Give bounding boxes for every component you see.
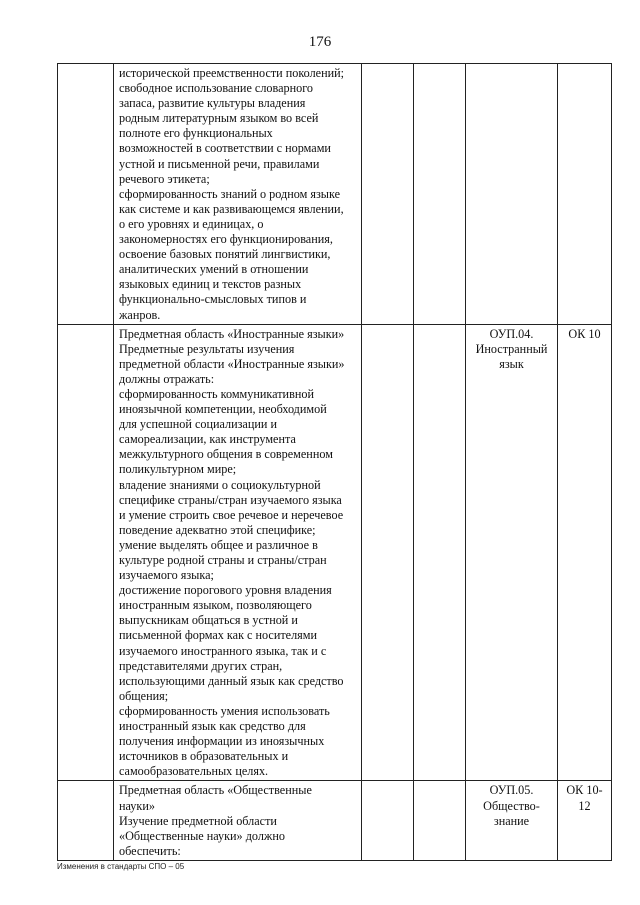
table-cell-empty (414, 64, 466, 325)
text-line: достижение порогового уровня владения (119, 583, 332, 598)
text-line: культуре родной страны и страны/стран (119, 553, 327, 567)
text-line: изучаемого иностранного языка, так и с (119, 643, 327, 658)
text-line: речевого этикета; (119, 171, 210, 186)
subject-code-line: ОУП.04. (489, 326, 534, 341)
subject-code-line: знание (493, 813, 530, 828)
text-line: межкультурного общения в современном (119, 447, 333, 462)
text-line: сформированность коммуникативной (119, 386, 314, 401)
page-number: 176 (308, 34, 332, 50)
text-line: аналитических умений в отношении (119, 262, 309, 277)
text-line: «Общественные науки» должно (119, 828, 285, 843)
text-line: жанров. (119, 307, 161, 322)
text-line: о его уровнях и единицах, о (119, 216, 264, 231)
competence-line: ОК 10- (566, 783, 603, 798)
text-line: иностранным языком, позволяющего (119, 598, 312, 613)
text-line: Предметные результаты изучения (119, 341, 295, 356)
text-line: и умение строить свое речевое и неречевое (119, 507, 344, 522)
text-line: языковых единиц и текстов разных (119, 277, 302, 292)
text-line: свободное использование словарного (119, 81, 313, 96)
table-cell-empty (362, 781, 414, 860)
subject-code-line: Общество- (483, 798, 540, 813)
text-line: изучаемого языка; (119, 568, 214, 583)
text-line: как системе и как развивающемся явлении, (119, 201, 344, 216)
text-line: специфике страны/стран изучаемого языка (119, 492, 342, 507)
text-line: полноте его функциональных (119, 126, 273, 141)
results-text (119, 66, 356, 323)
table-cell-number (58, 64, 114, 325)
table-cell-competence (558, 64, 612, 325)
table-cell-number (58, 324, 114, 781)
text-line: иноязычной компетенции, необходимой (119, 402, 327, 417)
text-line: письменной формах как с носителями (119, 628, 317, 643)
table-cell-competence (558, 324, 612, 781)
table-row (58, 324, 612, 781)
text-line: для успешной социализации и (119, 417, 277, 432)
text-line: возможностей в соответствии с нормами (119, 141, 331, 156)
table-cell-subject-code (466, 64, 558, 325)
text-line: самообразовательных целях. (119, 764, 269, 779)
text-line: запаса, развитие культуры владения (119, 96, 306, 111)
text-line: обеспечить: (119, 843, 181, 858)
results-text (119, 783, 356, 858)
text-line: предметной области «Иностранные языки» (119, 356, 345, 371)
text-line: родным литературным языком во всей (119, 111, 319, 126)
footer-note: Изменения в стандарты СПО – 05 (57, 862, 185, 871)
results-text (119, 327, 356, 780)
text-line: источников в образовательных и (119, 749, 289, 764)
text-line: устной и письменной речи, правилами (119, 156, 320, 171)
text-line: самореализации, как инструмента (119, 432, 296, 447)
text-line: сформированность умения использовать (119, 703, 330, 718)
table-cell-subject-code (466, 324, 558, 781)
table-cell-results (114, 324, 362, 781)
table-row (58, 64, 612, 325)
competence-line: 12 (578, 798, 591, 813)
table-row (58, 781, 612, 860)
table-cell-results (114, 781, 362, 860)
text-line: поликультурном мире; (119, 462, 237, 477)
standards-table (57, 63, 612, 861)
text-line: Предметная область «Общественные (119, 783, 312, 798)
table-cell-competence (558, 781, 612, 860)
text-line: сформированность знаний о родном языке (119, 186, 340, 201)
table-cell-results (114, 64, 362, 325)
text-line: использующими данный язык как средство (119, 673, 344, 688)
text-line: поведение адекватно этой специфике; (119, 522, 316, 537)
text-line: закономерностях его функционирования, (119, 232, 333, 247)
text-line: получения информации из иноязычных (119, 734, 325, 749)
table-cell-empty (362, 324, 414, 781)
table-body (58, 64, 612, 861)
text-line: владение знаниями о социокультурной (119, 477, 321, 492)
text-line: Изучение предметной области (119, 813, 277, 828)
text-line: функционально-смысловых типов и (119, 292, 307, 307)
text-line: выпускникам общаться в устной и (119, 613, 298, 628)
text-line: исторической преемственности поколений; (119, 66, 345, 80)
table-cell-subject-code (466, 781, 558, 860)
text-line: общения; (119, 688, 169, 703)
text-line: умение выделять общее и различное в (119, 537, 318, 552)
text-line: должны отражать: (119, 371, 215, 386)
text-line: Предметная область «Иностранные языки» (119, 326, 345, 341)
competence-line: ОК 10 (568, 326, 601, 341)
subject-code-line: ОУП.05. (489, 783, 534, 798)
table-cell-empty (414, 781, 466, 860)
text-line: освоение базовых понятий лингвистики, (119, 247, 331, 262)
text-line: иностранный язык как средство для (119, 719, 306, 734)
table-cell-empty (362, 64, 414, 325)
subject-code-line: язык (499, 356, 524, 371)
text-line: науки» (119, 798, 155, 813)
text-line: представителями других стран, (119, 658, 283, 673)
subject-code-line: Иностранный (475, 341, 548, 356)
table-cell-number (58, 781, 114, 860)
table-cell-empty (414, 324, 466, 781)
